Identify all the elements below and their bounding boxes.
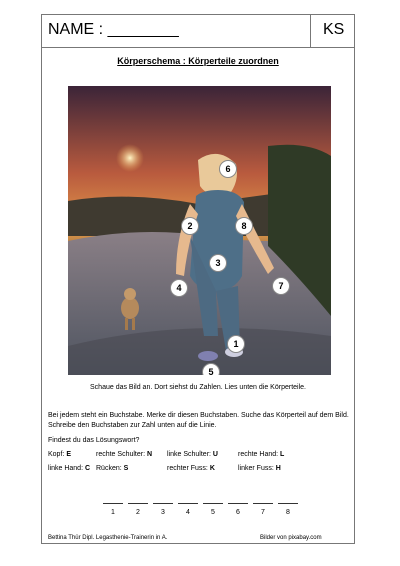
photo-girl-walking: [68, 86, 331, 375]
part-letter: S: [123, 465, 129, 472]
marker-1: 1: [227, 335, 245, 353]
part-linke-schulter: [167, 451, 218, 458]
answer-line-1[interactable]: [103, 503, 123, 504]
initials-cell: [310, 15, 354, 47]
answer-number: 4: [186, 509, 190, 516]
part-label: rechte Schulter:: [96, 451, 146, 458]
instructions-text: Bei jedem steht ein Buchstabe. Merke dir diesen Buchstaben. Suche das Körperteil auf dem Bild. Schreibe den Buchstaben zur Zahl unten auf die Linie.: [48, 412, 349, 429]
answer-line-6[interactable]: [228, 503, 248, 504]
part-letter: K: [209, 465, 215, 472]
question-text: Findest du das Lösungswort?: [48, 437, 140, 444]
part-label: linke Schulter:: [167, 451, 211, 458]
answer-line-8[interactable]: [278, 503, 298, 504]
marker-8: 8: [235, 217, 253, 235]
answer-number: 8: [286, 509, 290, 516]
initials: KS: [323, 21, 345, 38]
part-rechte-hand: [238, 451, 284, 458]
marker-2: 2: [181, 217, 199, 235]
worksheet-frame: [41, 14, 355, 544]
answer-number: 7: [261, 509, 265, 516]
part-label: Rücken:: [96, 465, 122, 472]
answer-number: 6: [236, 509, 240, 516]
marker-4: 4: [170, 279, 188, 297]
image-caption: Schaue das Bild an. Dort siehst du Zahlen. Lies unten die Körperteile.: [90, 384, 306, 391]
part-ruecken: [96, 465, 128, 472]
header-row: [42, 15, 354, 48]
answer-number: 5: [211, 509, 215, 516]
answer-line-5[interactable]: [203, 503, 223, 504]
part-linke-hand: [48, 465, 90, 472]
part-label: rechte Hand:: [238, 451, 279, 458]
part-rechter-fuss: [167, 465, 215, 472]
page-title: Körperschema : Körperteile zuordnen: [117, 56, 279, 66]
part-letter: N: [146, 451, 153, 458]
answer-number: 3: [161, 509, 165, 516]
answer-number: 1: [111, 509, 115, 516]
part-rechte-schulter: [96, 451, 152, 458]
answer-line-7[interactable]: [253, 503, 273, 504]
part-letter: U: [212, 451, 218, 458]
part-letter: C: [84, 465, 91, 472]
footer-author: Bettina Thür Dipl. Legasthenie-Trainerin in A.: [48, 535, 168, 541]
marker-3: 3: [209, 254, 227, 272]
answer-line-4[interactable]: [178, 503, 198, 504]
part-label: linker Fuss:: [238, 465, 274, 472]
photo-illustration: [68, 86, 331, 375]
marker-5: 5: [202, 363, 220, 375]
answer-line-3[interactable]: [153, 503, 173, 504]
name-field[interactable]: NAME : ________: [48, 21, 179, 38]
answer-line-2[interactable]: [128, 503, 148, 504]
answer-number: 2: [136, 509, 140, 516]
footer-credit: Bilder von pixabay.com: [260, 535, 322, 541]
part-kopf: [48, 451, 71, 458]
marker-6: 6: [219, 160, 237, 178]
part-label: linke Hand:: [48, 465, 84, 472]
part-label: rechter Fuss:: [167, 465, 208, 472]
marker-7: 7: [272, 277, 290, 295]
part-letter: H: [275, 465, 281, 472]
part-letter: E: [66, 451, 71, 458]
part-letter: L: [280, 451, 285, 458]
part-linker-fuss: [238, 465, 281, 472]
part-label: Kopf:: [48, 451, 65, 458]
